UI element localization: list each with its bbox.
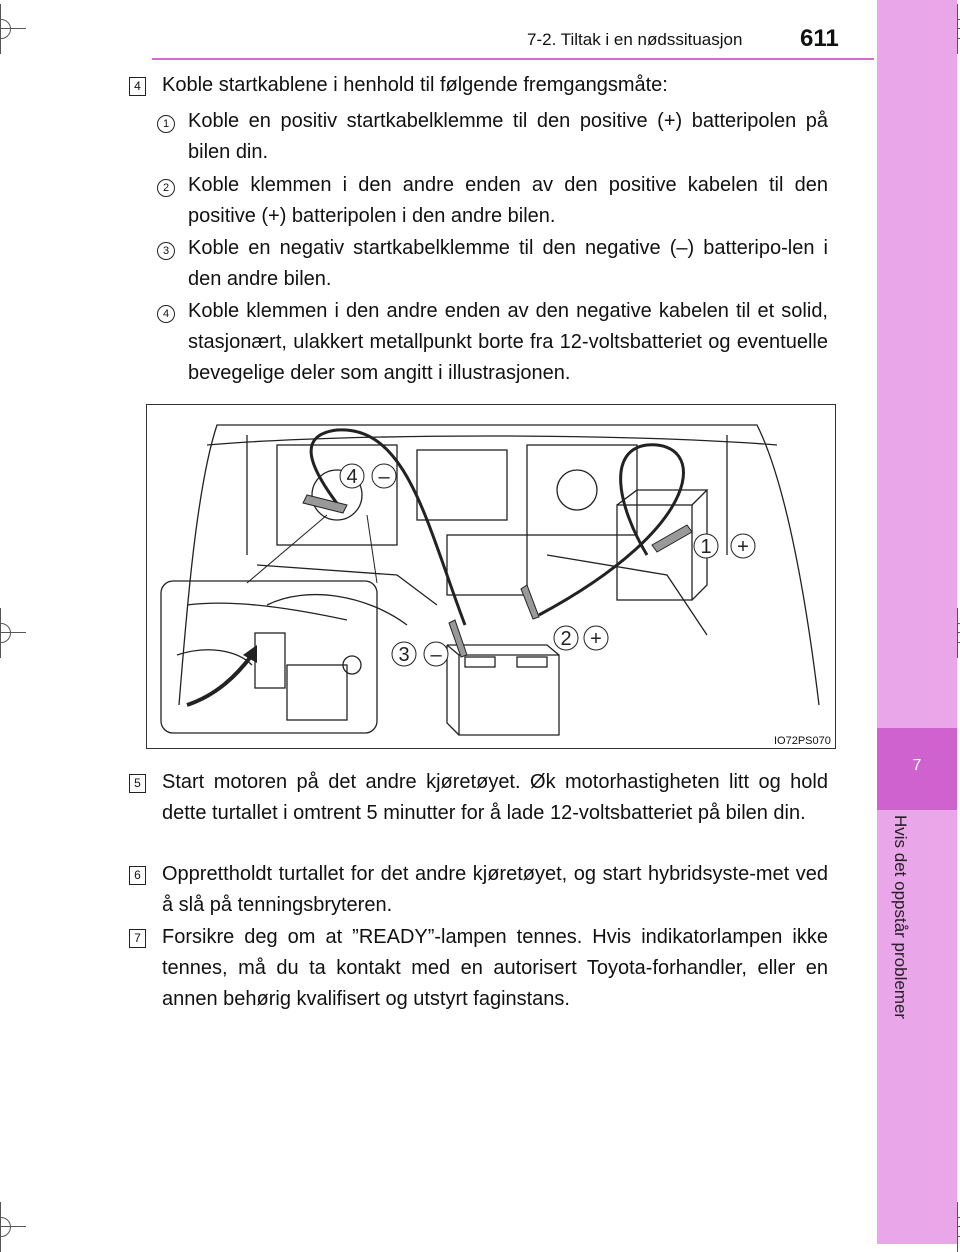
step-text: Forsikre deg om at ”READY”-lampen tennes. Hvis indikatorlampen ikke tennes, må du ta kontakt med en autorisert Toyota-forhandler, eller en annen behørig kvalifisert og utstyrt faginstans.: [162, 926, 828, 1010]
callout-sign: +: [737, 536, 749, 558]
engine-bay-drawing: [147, 405, 835, 748]
substep-text: Koble en positiv startkabelklemme til den positive (+) batteripolen på bilen din.: [188, 110, 828, 163]
substep-text: Koble klemmen i den andre enden av den positive kabelen til den positive (+) batteripolen i den andre bilen.: [188, 174, 828, 227]
step-number-box: 6: [129, 866, 146, 885]
substep-number-circle: 4: [157, 305, 175, 323]
callout-number: 2: [560, 628, 572, 650]
callout-sign: –: [430, 644, 442, 666]
callout-number: 3: [398, 644, 410, 666]
figure-code: IO72PS070: [774, 735, 831, 747]
header-rule: [152, 58, 874, 60]
substep-number-circle: 3: [157, 242, 175, 260]
callout-sign: –: [378, 466, 390, 488]
step-text: Opprettholdt turtallet for det andre kjøretøyet, og start hybridsyste-met ved å slå på tenningsbryteren.: [162, 863, 828, 916]
step-number-box: 7: [129, 929, 146, 948]
step-text: Start motoren på det andre kjøretøyet. Øk motorhastigheten litt og hold dette turtallet i omtrent 5 minutter for å lade 12-voltsbatteriet på bilen din.: [162, 771, 828, 824]
chapter-number-box: 7: [877, 728, 957, 810]
chapter-title: Hvis det oppstår problemer: [891, 815, 910, 1020]
jump-start-illustration: [146, 404, 836, 749]
section-title: 7-2. Tiltak i en nødssituasjon: [527, 30, 743, 49]
registration-mark-bottom-left: [0, 1212, 16, 1242]
substep-number-circle: 1: [157, 115, 175, 133]
substep-number-circle: 2: [157, 179, 175, 197]
callout-number: 1: [700, 536, 712, 558]
registration-mark-top-left: [0, 14, 16, 44]
step-number-box: 5: [129, 774, 146, 793]
substep-text: Koble en negativ startkabelklemme til den negative (–) batteripo-len i den andre bilen.: [188, 237, 828, 290]
substep-text: Koble klemmen i den andre enden av den negative kabelen til et solid, stasjonært, ulakkert metallpunkt borte fra 12-voltsbatteriet og eventuelle bevegelige deler som angitt i illustrasjonen.: [188, 300, 828, 384]
callout-number: 4: [346, 466, 358, 488]
step-number-box: 4: [129, 77, 146, 96]
step-text: Koble startkablene i henhold til følgende fremgangsmåte:: [162, 74, 668, 96]
page-number: 611: [800, 25, 839, 52]
registration-mark-mid-left: [0, 618, 16, 648]
callout-sign: +: [590, 628, 602, 650]
